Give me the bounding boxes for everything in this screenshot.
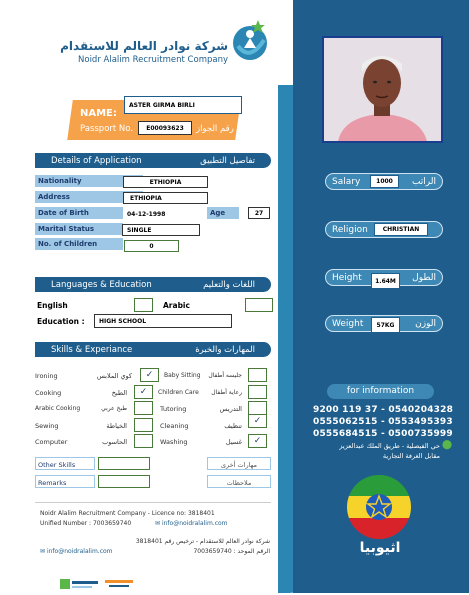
footer-unified-ar: الرقم الموحد : 7003659740	[193, 548, 270, 555]
skill-cleaning-label: Cleaning	[160, 422, 189, 430]
weight-label-ar: الوزن	[415, 318, 436, 329]
applicant-photo	[324, 38, 441, 141]
address-ar-line1: حي الفيصلية - طريق الملك عبدالعزيز	[339, 442, 440, 450]
height-value: 1.64M	[371, 273, 400, 289]
skill-arabic-cooking-label-ar: طبخ عربي	[101, 405, 127, 412]
skills-title-ar: المهارات والخبرة	[195, 344, 255, 355]
skill-cooking-label: Cooking	[35, 389, 62, 397]
skill-tutoring-checkbox[interactable]	[248, 401, 267, 415]
salary-label-ar: الراتب	[411, 176, 436, 187]
skill-sewing-checkbox[interactable]	[134, 418, 153, 432]
info-title: for information	[327, 384, 434, 399]
skill-cleaning-checkbox[interactable]: ✓	[248, 414, 267, 428]
marital-value: SINGLE	[122, 224, 200, 236]
skill-ironing-label: Ironing	[35, 372, 58, 380]
skill-children-care-checkbox[interactable]	[248, 385, 267, 399]
skill-ironing-label-ar: كوي الملابس	[96, 372, 132, 380]
footer-line1: Noidr Alalim Recruitment Company - Licence no: 3818401	[40, 510, 215, 517]
skill-ironing-checkbox[interactable]: ✓	[140, 368, 159, 382]
salary-label: Salary	[332, 176, 361, 187]
other-skills-label: Other Skills	[35, 457, 95, 470]
passport-value: E00093623	[138, 121, 192, 135]
skill-arabic-cooking-label: Arabic Cooking	[35, 405, 81, 412]
skill-washing-checkbox[interactable]: ✓	[248, 434, 267, 448]
details-section-bar	[35, 153, 271, 168]
age-label: Age	[207, 207, 239, 219]
skill-computer-label: Computer	[35, 438, 68, 446]
weight-label: Weight	[332, 318, 364, 329]
footer-email-text: info@noidralalim.com	[161, 520, 228, 527]
footer-unified-number: Unified Number : 7003659740	[40, 520, 132, 527]
footer-email-2: ✉ info@noidralalim.com	[40, 548, 113, 555]
arabic-checkbox[interactable]	[245, 298, 273, 312]
remarks-field[interactable]	[98, 475, 150, 488]
passport-label-en: Passport No.	[80, 124, 134, 134]
height-label: Height	[332, 272, 362, 283]
age-value: 27	[248, 207, 270, 219]
arabic-label: Arabic	[163, 301, 190, 310]
english-checkbox[interactable]	[134, 298, 153, 312]
marital-label: Marital Status	[35, 223, 123, 235]
nationality-label: Nationality	[35, 175, 143, 187]
skill-children-care-label-ar: رعاية أطفال	[211, 389, 242, 396]
skill-cleaning-label-ar: تنظيف	[224, 422, 242, 430]
languages-section-bar	[35, 277, 271, 292]
dob-value: 04-12-1998	[123, 208, 203, 220]
skill-cooking-label-ar: الطبخ	[111, 389, 127, 397]
religion-label: Religion	[332, 224, 368, 235]
weight-value: 57KG	[371, 317, 400, 333]
footer-email: ✉ info@noidralalim.com	[155, 520, 228, 527]
skill-sewing-label-ar: الخياطة	[106, 422, 127, 430]
skill-baby-sitting-label: Baby Sitting	[164, 372, 201, 379]
education-value: HIGH SCHOOL	[94, 314, 232, 328]
skill-computer-label-ar: الحاسوب	[102, 438, 127, 446]
skills-title-en: Skills & Experiance	[51, 344, 133, 355]
phone-line-3: 0555684515 - 0500735999	[313, 429, 453, 439]
ethiopia-flag-icon	[346, 474, 412, 540]
phone-line-1: 9200 119 37 - 0540204328	[313, 405, 454, 415]
footer-email-2-text: info@noidralalim.com	[46, 548, 113, 555]
name-label: NAME:	[80, 108, 117, 119]
dob-label: Date of Birth	[35, 207, 123, 219]
skill-computer-checkbox[interactable]	[134, 434, 153, 448]
address-value: ETHIOPIA	[123, 192, 208, 204]
footer-divider	[35, 502, 271, 503]
partner-logo-1	[60, 575, 100, 591]
skill-children-care-label: Children Care	[158, 389, 199, 396]
location-pin-icon: ⬤	[442, 440, 453, 450]
salary-value: 1000	[370, 175, 399, 188]
religion-value: CHRISTIAN	[374, 223, 428, 236]
country-name-ar: اثيوبيا	[359, 540, 401, 556]
remarks-label-ar: ملاحظات	[207, 475, 271, 488]
company-name-ar: شركة نوادر العالم للاستقدام	[60, 39, 228, 53]
skill-washing-label-ar: غسيل	[225, 438, 242, 446]
skill-sewing-label: Sewing	[35, 422, 59, 430]
skill-baby-sitting-checkbox[interactable]	[248, 368, 267, 382]
phone-line-2: 0555062515 - 0553495393	[313, 417, 453, 427]
skill-tutoring-label-ar: التدريس	[219, 405, 242, 413]
address-ar-line2: مقابل الغرفة التجارية	[382, 452, 440, 460]
other-skills-field[interactable]	[98, 457, 150, 470]
company-logo	[230, 18, 270, 63]
footer-line3-ar: شركة نوادر العالم للاستقدام - ترخيص رقم 3818401	[135, 538, 270, 545]
nationality-value: ETHIOPIA	[123, 176, 208, 188]
english-label: English	[37, 301, 68, 310]
skill-arabic-cooking-checkbox[interactable]	[134, 401, 153, 415]
name-value: ASTER GIRMA BIRLI	[124, 96, 242, 114]
other-skills-label-ar: مهارات أخرى	[207, 457, 271, 470]
address-label: Address	[35, 191, 143, 203]
skills-section-bar	[35, 342, 271, 357]
skill-washing-label: Washing	[160, 438, 188, 446]
languages-title-en: Languages & Education	[51, 279, 152, 290]
remarks-label: Remarks	[35, 475, 95, 488]
children-value: 0	[124, 240, 179, 252]
skill-baby-sitting-label-ar: جليسه أطفال	[208, 372, 242, 379]
height-label-ar: الطول	[412, 272, 436, 283]
details-title-en: Details of Application	[51, 155, 142, 166]
passport-label-ar: رقم الجواز	[196, 124, 234, 134]
skill-cooking-checkbox[interactable]: ✓	[134, 385, 153, 399]
education-label: Education :	[37, 317, 85, 326]
partner-logo-2	[105, 575, 135, 591]
details-title-ar: تفاصيل التطبيق	[200, 155, 255, 166]
children-label: No. of Children	[35, 238, 123, 250]
company-name-en: Noidr Alalim Recruitment Company	[78, 55, 228, 65]
languages-title-ar: اللغات والتعليم	[203, 279, 255, 290]
skill-tutoring-label: Tutoring	[160, 405, 187, 413]
